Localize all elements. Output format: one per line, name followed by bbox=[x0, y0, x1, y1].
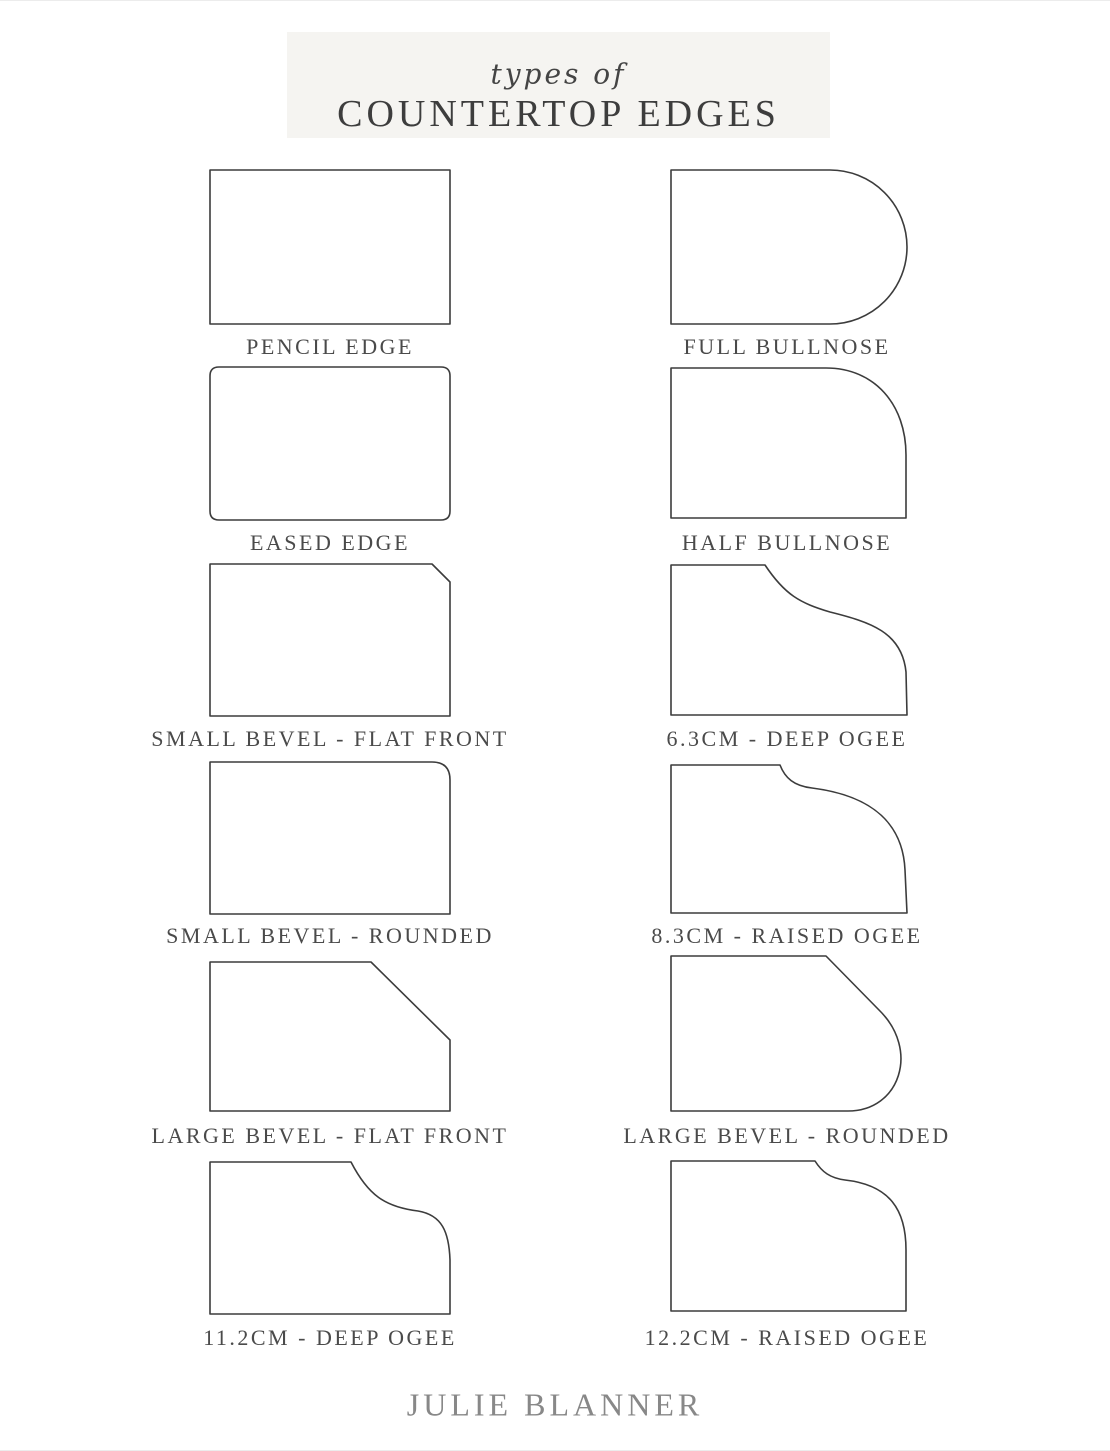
deep-ogee-112-shape bbox=[210, 1162, 450, 1314]
page-title: COUNTERTOP EDGES bbox=[337, 93, 780, 135]
label-raised-ogee-83: 8.3CM - RAISED OGEE bbox=[651, 923, 923, 948]
large-bevel-flat-front-shape bbox=[210, 962, 450, 1111]
label-deep-ogee-112: 11.2CM - DEEP OGEE bbox=[203, 1325, 457, 1350]
small-bevel-flat-front-shape bbox=[210, 564, 450, 716]
label-half-bullnose: HALF BULLNOSE bbox=[681, 530, 893, 555]
small-bevel-rounded-shape bbox=[210, 762, 450, 914]
pencil-edge-shape bbox=[210, 170, 450, 324]
brand-logo: JULIE BLANNER bbox=[406, 1386, 704, 1423]
large-bevel-rounded-shape bbox=[671, 956, 901, 1111]
label-small-bevel-rounded: SMALL BEVEL - ROUNDED bbox=[166, 923, 494, 948]
raised-ogee-83-shape bbox=[671, 765, 907, 913]
label-raised-ogee-122: 12.2CM - RAISED OGEE bbox=[644, 1325, 930, 1350]
label-pencil-edge: PENCIL EDGE bbox=[246, 334, 414, 359]
eased-edge-shape bbox=[210, 367, 450, 520]
label-large-bevel-rounded: LARGE BEVEL - ROUNDED bbox=[623, 1123, 951, 1148]
full-bullnose-shape bbox=[671, 170, 907, 324]
label-deep-ogee-63: 6.3CM - DEEP OGEE bbox=[666, 726, 908, 751]
raised-ogee-122-shape bbox=[671, 1161, 906, 1311]
title-script: types of bbox=[490, 57, 627, 91]
label-full-bullnose: FULL BULLNOSE bbox=[683, 334, 891, 359]
half-bullnose-shape bbox=[671, 368, 906, 518]
label-large-bevel-flat-front: LARGE BEVEL - FLAT FRONT bbox=[151, 1123, 509, 1148]
label-eased-edge: EASED EDGE bbox=[249, 530, 411, 555]
label-small-bevel-flat-front: SMALL BEVEL - FLAT FRONT bbox=[151, 726, 509, 751]
deep-ogee-63-shape bbox=[671, 565, 907, 715]
